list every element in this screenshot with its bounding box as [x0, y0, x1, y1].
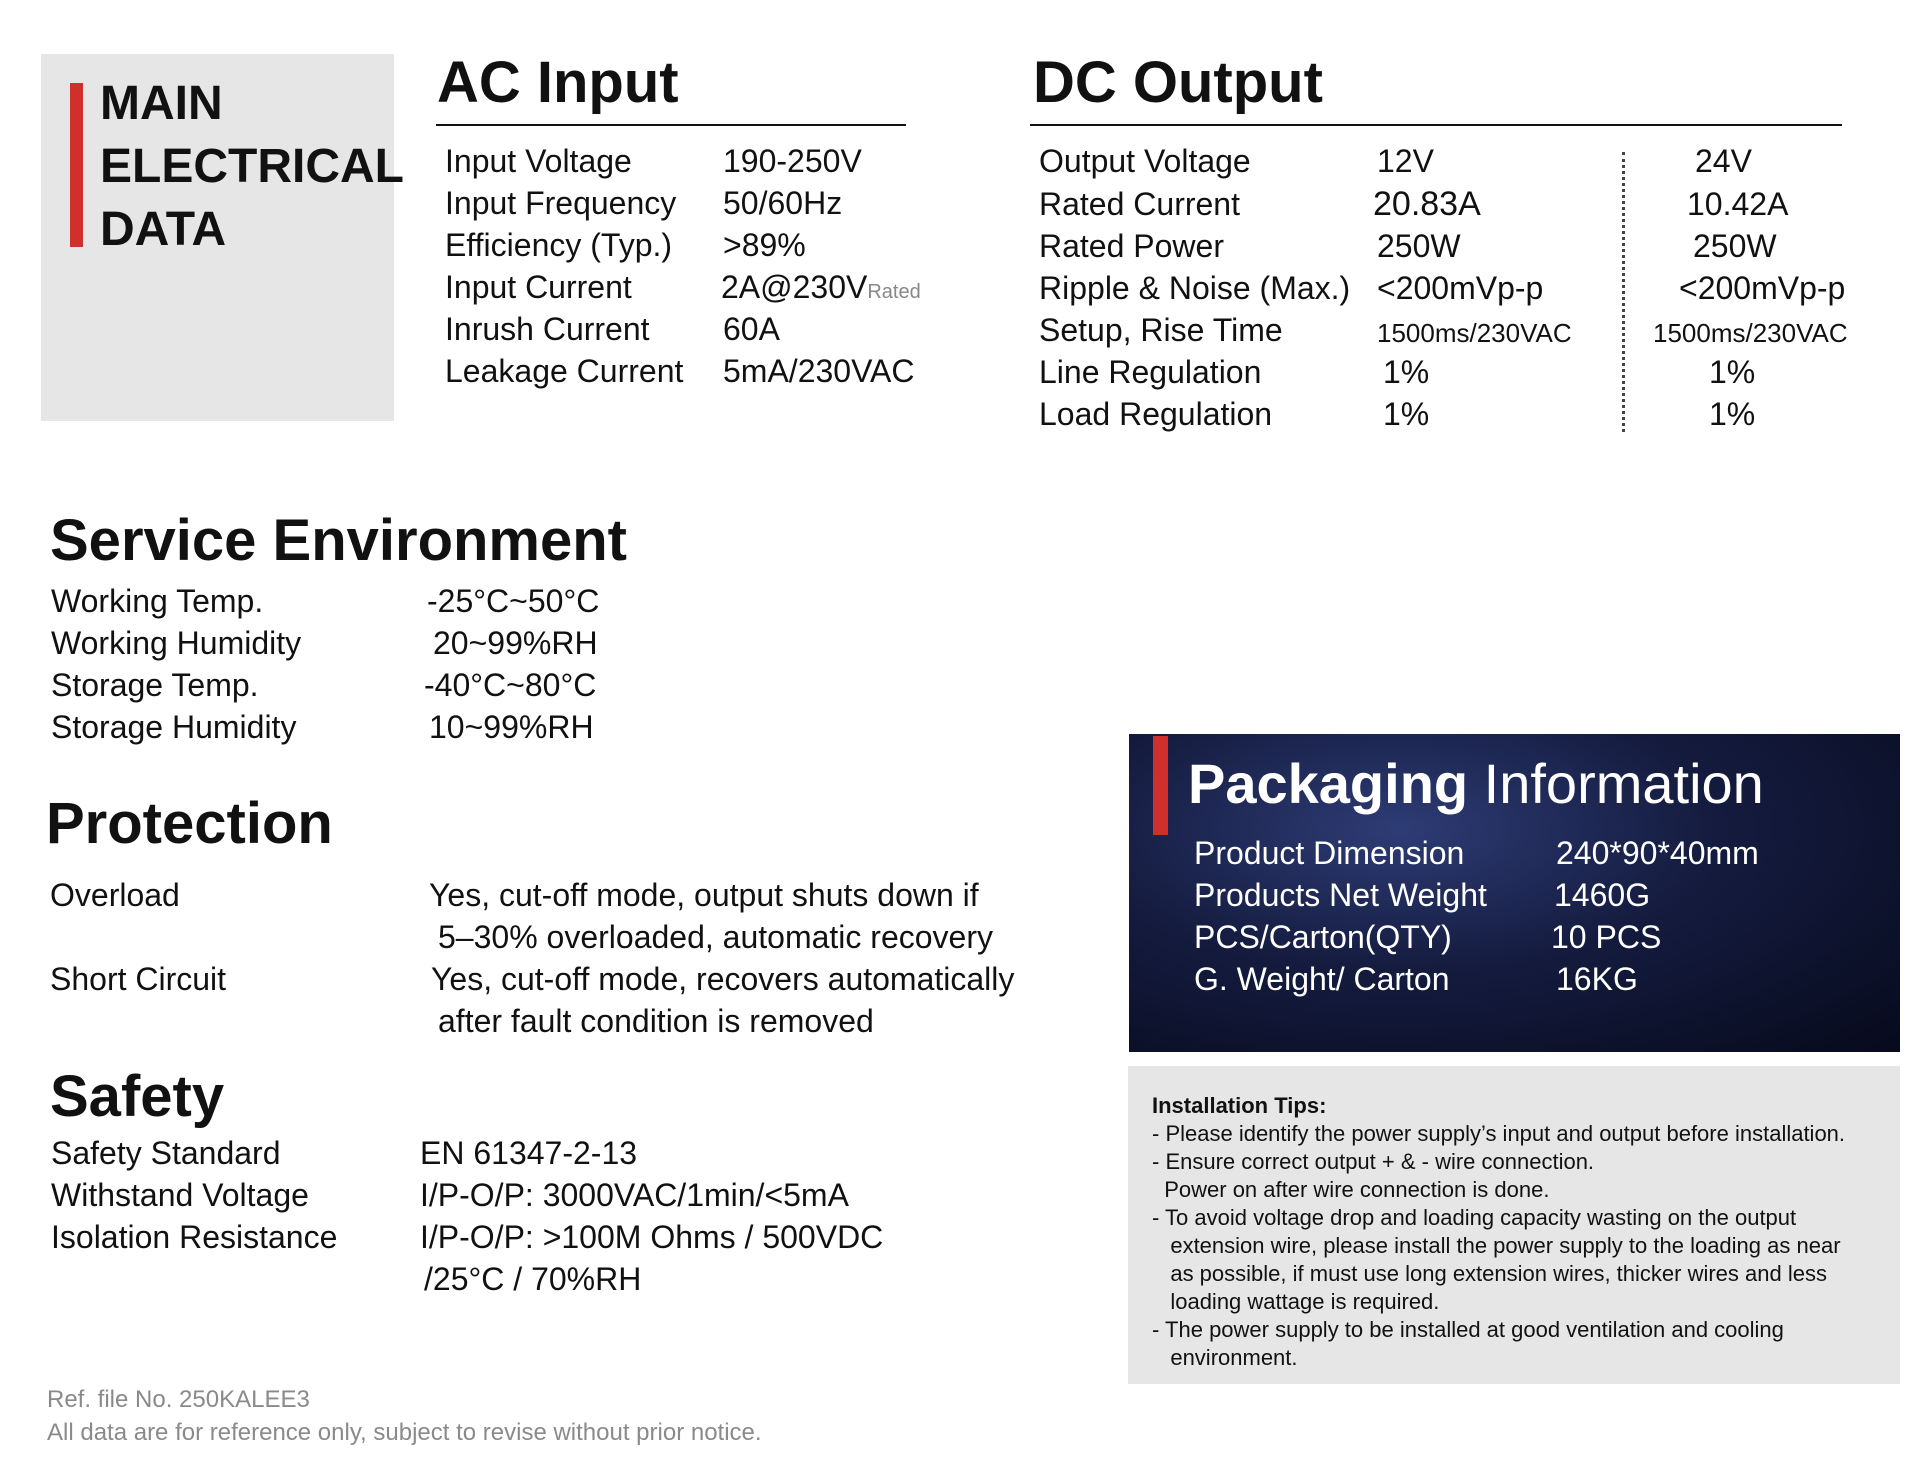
dc-label: Rated Power [1039, 228, 1224, 264]
ac-label: Efficiency (Typ.) [445, 227, 673, 263]
dc-value-12v: 1500ms/230VAC [1377, 318, 1572, 348]
ac-value-main: 2A@230V [721, 269, 868, 305]
safety-label: Isolation Resistance [51, 1219, 338, 1255]
dc-label: Load Regulation [1039, 396, 1273, 432]
packaging-title-rest: Information [1468, 752, 1764, 815]
service-value: -40°C~80°C [424, 667, 597, 703]
dc-label: Ripple & Noise (Max.) [1039, 270, 1351, 306]
service-label: Storage Temp. [51, 667, 259, 703]
protection-label: Overload [50, 877, 180, 913]
safety-value-line: I/P-O/P: 3000VAC/1min/<5mA [420, 1177, 849, 1213]
dc-value-24v: 10.42A [1687, 186, 1789, 222]
dc-label: Setup, Rise Time [1039, 312, 1283, 348]
ac-label: Leakage Current [445, 353, 684, 389]
main-title-line: DATA [100, 203, 227, 256]
service-value: -25°C~50°C [427, 583, 600, 619]
packaging-value: 240*90*40mm [1556, 835, 1759, 871]
ac-value-note: Rated [867, 281, 921, 303]
tip-line: - Please identify the power supply’s input and output before installation. [1152, 1121, 1846, 1146]
ac-value: 50/60Hz [723, 185, 843, 221]
ac-label: Input Current [445, 269, 632, 305]
ref-file-number: Ref. file No. 250KALEE3 [47, 1386, 310, 1413]
ac-value [721, 266, 921, 313]
dc-value-24v: 1500ms/230VAC [1653, 318, 1848, 348]
ac-value: 60A [723, 311, 780, 347]
tip-line: Power on after wire connection is done. [1152, 1177, 1550, 1202]
ac-label: Input Frequency [445, 185, 677, 221]
packaging-value: 16KG [1556, 961, 1638, 997]
packaging-accent-bar [1153, 736, 1168, 835]
tip-line: - The power supply to be installed at good ventilation and cooling [1152, 1317, 1784, 1342]
packaging-label: G. Weight/ Carton [1194, 961, 1450, 997]
dc-value-12v: 12V [1377, 143, 1434, 179]
ac-value: 190-250V [723, 143, 862, 179]
tip-line: loading wattage is required. [1152, 1289, 1440, 1314]
service-value: 20~99%RH [433, 625, 598, 661]
ac-value: 5mA/230VAC [723, 353, 915, 389]
dc-value-12v: 1% [1383, 396, 1430, 432]
service-label: Working Humidity [51, 625, 302, 661]
dc-value-24v: <200mVp-p [1679, 270, 1846, 306]
safety-value-line: EN 61347-2-13 [420, 1135, 638, 1171]
safety-value-line: /25°C / 70%RH [424, 1261, 642, 1297]
packaging-value: 10 PCS [1551, 919, 1662, 955]
packaging-title [1188, 752, 1764, 816]
disclaimer-notice: All data are for reference only, subject to revise without prior notice. [47, 1419, 762, 1446]
dc-output-rule [1030, 124, 1842, 126]
service-label: Storage Humidity [51, 709, 297, 745]
dc-label: Line Regulation [1039, 354, 1262, 390]
ac-label: Input Voltage [445, 143, 632, 179]
tips-title: Installation Tips: [1152, 1093, 1327, 1118]
dc-value-12v: <200mVp-p [1377, 270, 1544, 306]
dc-value-12v: 20.83A [1373, 185, 1481, 223]
dc-value-24v: 250W [1693, 228, 1777, 264]
service-value: 10~99%RH [429, 709, 594, 745]
main-title-line: ELECTRICAL [100, 140, 404, 193]
safety-label: Safety Standard [51, 1135, 281, 1171]
packaging-label: Products Net Weight [1194, 877, 1487, 913]
dc-value-24v: 24V [1695, 143, 1752, 179]
dc-column-separator [1622, 152, 1625, 432]
main-title [100, 72, 404, 261]
ac-value: >89% [723, 227, 806, 263]
dc-value-12v: 1% [1383, 354, 1430, 390]
protection-value-line: Yes, cut-off mode, recovers automatically [431, 961, 1015, 997]
protection-label: Short Circuit [50, 961, 227, 997]
safety-label: Withstand Voltage [51, 1177, 309, 1213]
packaging-value: 1460G [1554, 877, 1651, 913]
packaging-label: PCS/Carton(QTY) [1194, 919, 1452, 955]
ac-label: Inrush Current [445, 311, 650, 347]
dc-label: Rated Current [1039, 186, 1240, 222]
main-title-accent-bar [70, 83, 83, 247]
protection-value-line: Yes, cut-off mode, output shuts down if [429, 877, 979, 913]
dc-value-24v: 1% [1709, 396, 1756, 432]
tip-line: - Ensure correct output + & - wire connection. [1152, 1149, 1595, 1174]
dc-output-title: DC Output [1033, 50, 1323, 115]
dc-value-12v: 250W [1377, 228, 1461, 264]
protection-value-line: 5–30% overloaded, automatic recovery [438, 919, 993, 955]
service-title: Service Environment [50, 508, 627, 573]
protection-title: Protection [46, 791, 333, 856]
tip-line: as possible, if must use long extension wires, thicker wires and less [1152, 1261, 1827, 1286]
main-title-line: MAIN [100, 77, 223, 130]
safety-title: Safety [50, 1064, 225, 1129]
dc-label: Output Voltage [1039, 143, 1251, 179]
packaging-label: Product Dimension [1194, 835, 1465, 871]
safety-value-line: I/P-O/P: >100M Ohms / 500VDC [420, 1219, 884, 1255]
packaging-title-bold: Packaging [1188, 752, 1469, 815]
tip-line: - To avoid voltage drop and loading capacity wasting on the output [1152, 1205, 1797, 1230]
tip-line: environment. [1152, 1345, 1298, 1370]
protection-value-line: after fault condition is removed [438, 1003, 874, 1039]
ac-input-title: AC Input [437, 50, 679, 115]
ac-input-rule [436, 124, 906, 126]
dc-value-24v: 1% [1709, 354, 1756, 390]
tip-line: extension wire, please install the power supply to the loading as near [1152, 1233, 1841, 1258]
service-label: Working Temp. [51, 583, 264, 619]
